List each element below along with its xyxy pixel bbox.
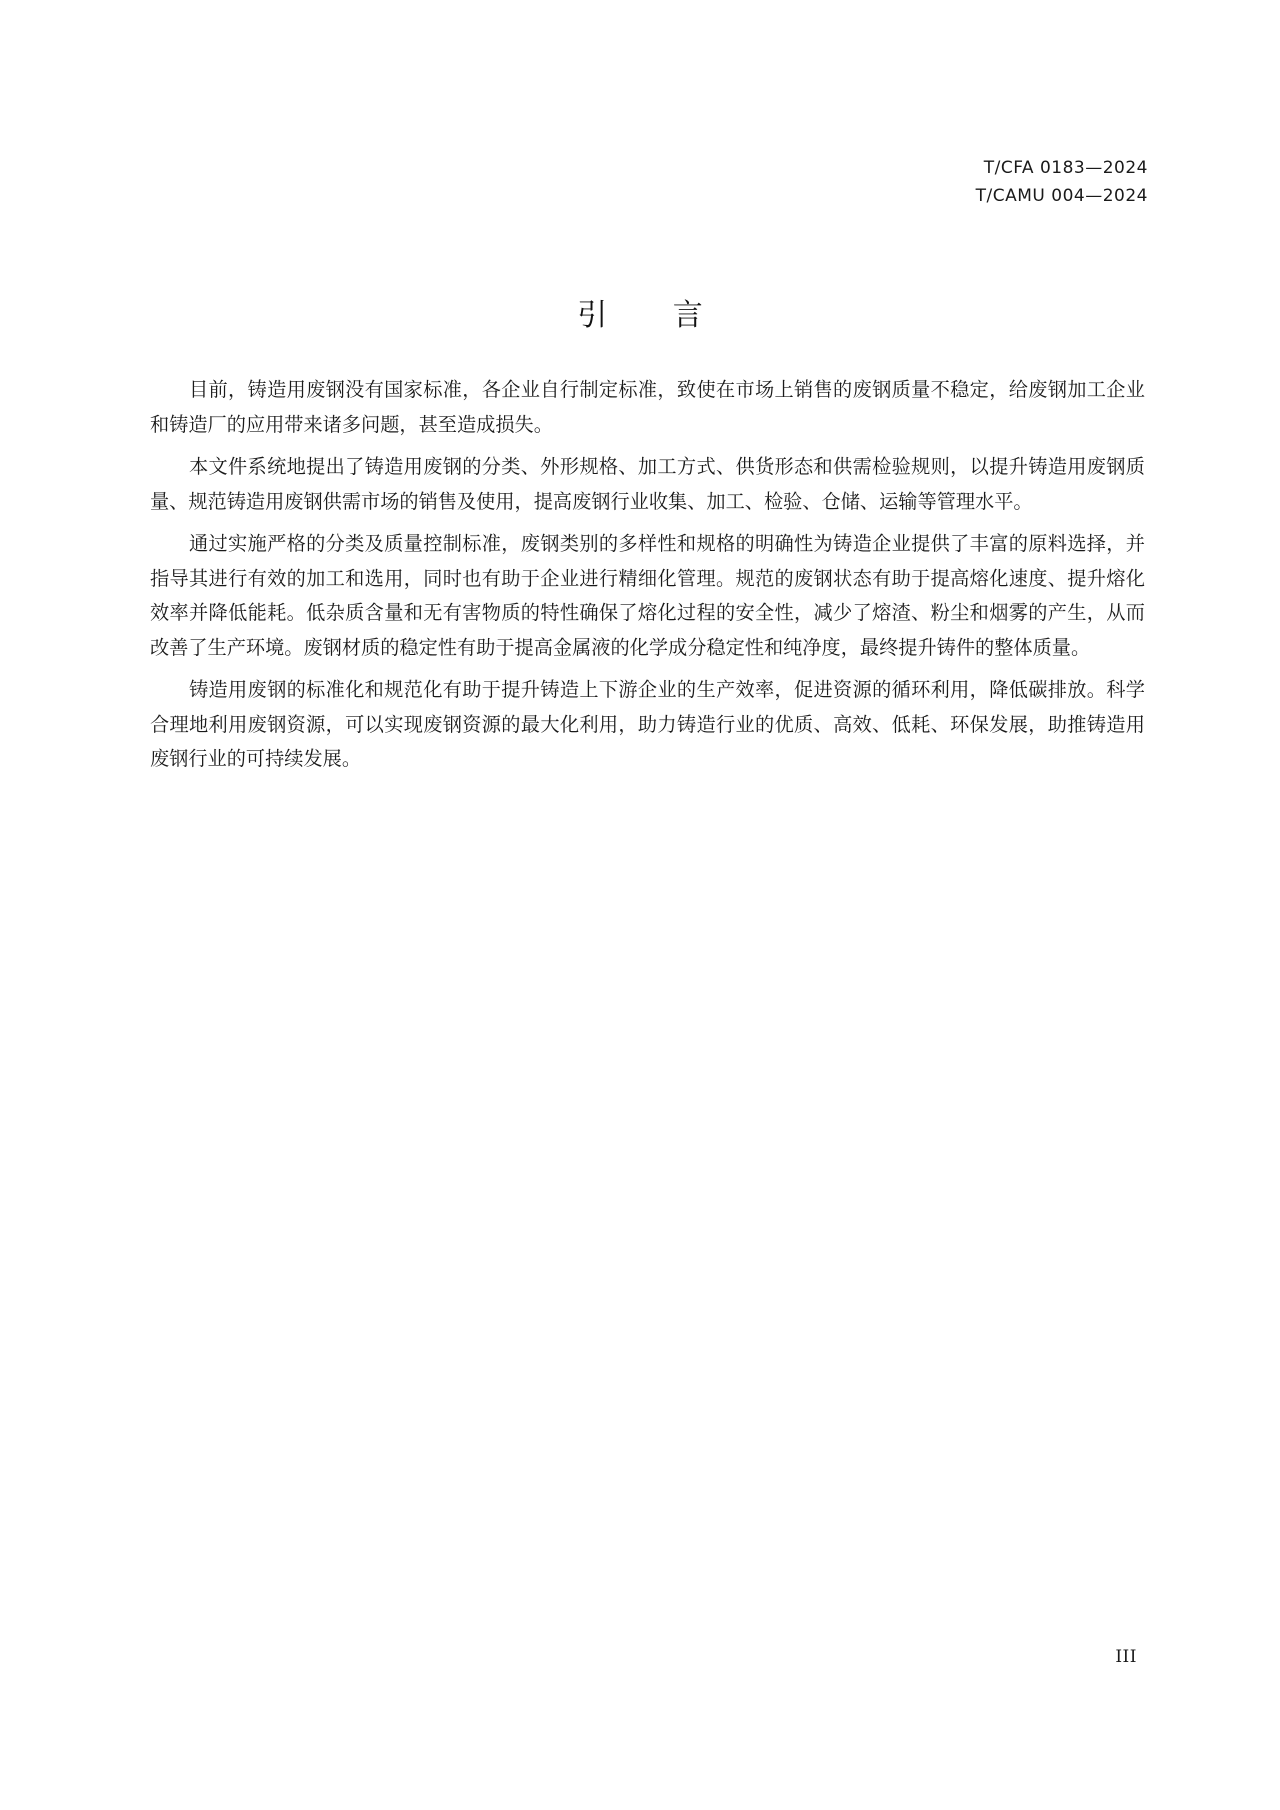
- page-number: III: [1115, 1647, 1137, 1667]
- paragraph-4: 铸造用废钢的标准化和规范化有助于提升铸造上下游企业的生产效率，促进资源的循环利用，降低碳排放。科学合理地利用废钢资源，可以实现废钢资源的最大化利用，助力铸造行业的优质、高效、低耗、环保发展，助推铸造用废钢行业的可持续发展。: [150, 678, 1145, 770]
- paragraph-3: 通过实施严格的分类及质量控制标准，废钢类别的多样性和规格的明确性为铸造企业提供了丰富的原料选择，并指导其进行有效的加工和选用，同时也有助于企业进行精细化管理。规范的废钢状态有助于提高熔化速度、提升熔化效率并降低能耗。低杂质含量和无有害物质的特性确保了熔化过程的安全性，减少了熔渣、粉尘和烟雾的产生，从而改善了生产环境。废钢材质的稳定性有助于提高金属液的化学成分稳定性和纯净度，最终提升铸件的整体质量。: [150, 532, 1145, 659]
- standard-code-camu: T/CAMU 004—2024: [975, 186, 1148, 206]
- standard-code-cfa: T/CFA 0183—2024: [983, 158, 1148, 178]
- page-title: 引 言: [577, 298, 731, 333]
- paragraph-1: 目前，铸造用废钢没有国家标准，各企业自行制定标准，致使在市场上销售的废钢质量不稳定，给废钢加工企业和铸造厂的应用带来诸多问题，甚至造成损失。: [150, 378, 1145, 436]
- standard-codes-header: [976, 154, 1148, 210]
- introduction-body: [150, 373, 1145, 785]
- paragraph-2: 本文件系统地提出了铸造用废钢的分类、外形规格、加工方式、供货形态和供需检验规则，以提升铸造用废钢质量、规范铸造用废钢供需市场的销售及使用，提高废钢行业收集、加工、检验、仓储、运输等管理水平。: [150, 455, 1145, 513]
